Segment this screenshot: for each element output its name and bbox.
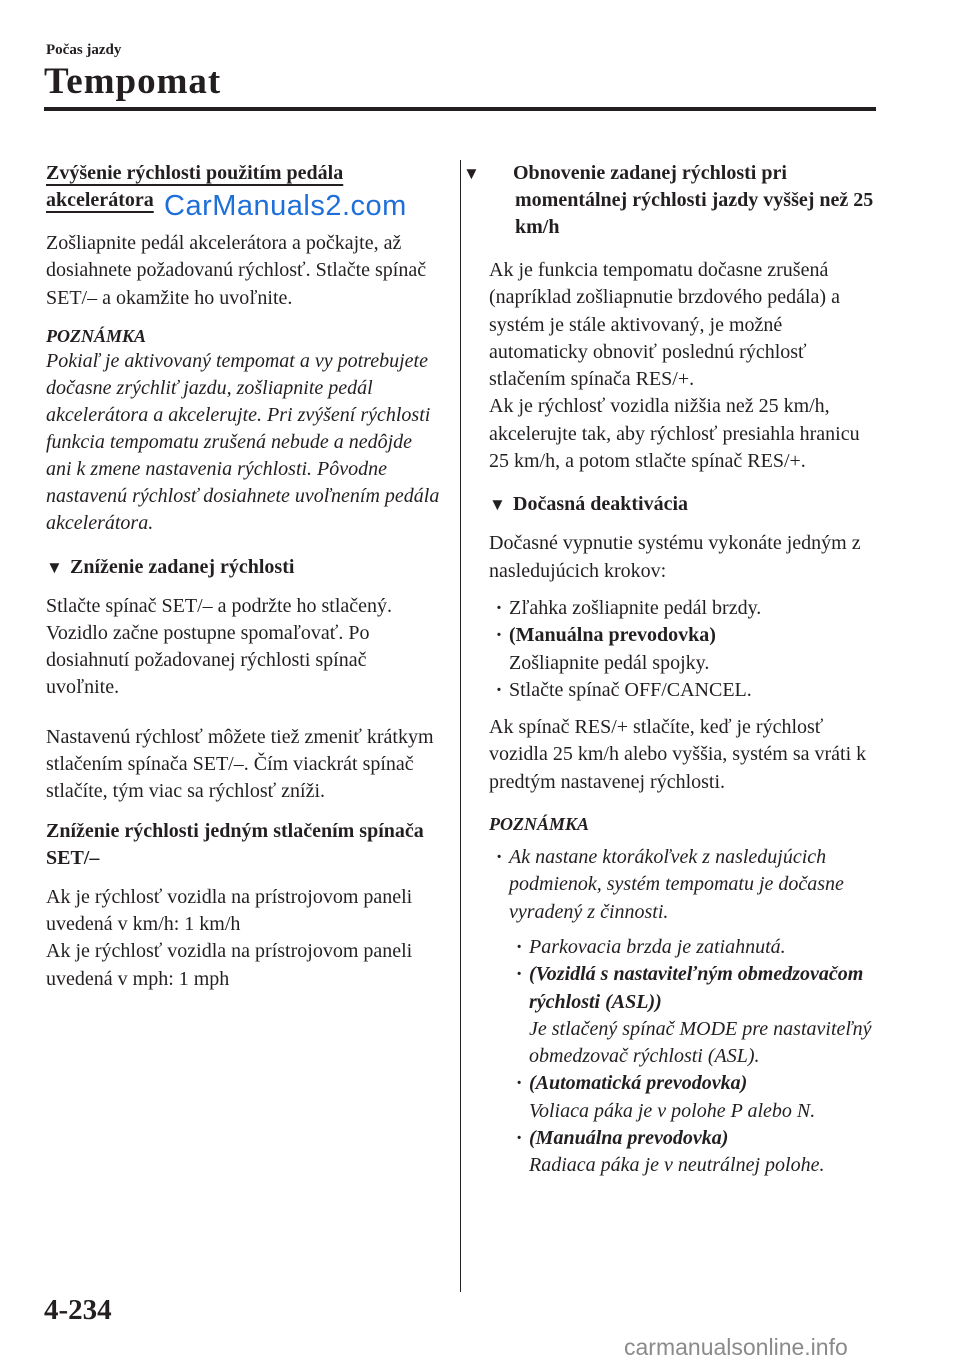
heading-decrease [46,554,440,581]
triangle-down-icon: ▼ [46,557,63,577]
paragraph-short-press: Nastavenú rýchlosť môžete tiež zmeniť krátkym stlačením spínača SET/–. Čím viackrát spínač stlačíte, tým viac sa rýchlosť zníži. [46,725,434,803]
list-item-body: Zošliapnite pedál spojky. [509,651,710,674]
bullet-icon: · [496,846,502,869]
list-item-text [509,622,716,677]
list-item-text [529,961,884,1070]
triangle-down-icon: ▼ [463,164,480,183]
bullet-icon: · [516,1127,522,1150]
list-item [489,844,884,926]
list-item-title: (Vozidlá s nastaviteľným obmedzovačom rýchlosti (ASL)) [529,963,864,1013]
heading-accelerate: Zvýšenie rýchlosti použitím pedála akcelerátora [46,162,344,211]
column-divider [460,160,461,1292]
section-label: Počas jazdy [46,42,122,58]
note-label: POZNÁMKA [46,325,147,346]
note-label: POZNÁMKA [489,814,590,835]
list-item-body: Je stlačený spínač MODE pre nastaviteľný obmedzovač rýchlosti (ASL). [529,1017,872,1068]
watermark-logo: CarManuals2.com [164,190,407,222]
page-number: 4-234 [44,1294,112,1326]
list-item-title: (Manuálna prevodovka) [529,1127,729,1150]
paragraph-accelerate: Zošliapnite pedál akcelerátora a počkajte, až dosiahnete požadovanú rýchlosť. Stlačte spínač SET/– a okamžite ho uvoľnite. [46,232,427,309]
list-item-title: (Manuálna prevodovka) [509,624,716,647]
bullet-icon: · [495,596,503,619]
paragraph-deactivate: Dočasné vypnutie systému vykonáte jedným z nasledujúcich krokov: [489,532,861,582]
list-item-text: Zľahka zošliapnite pedál brzdy. [509,596,762,619]
footer-watermark: carmanualsonline.info [624,1334,848,1360]
note-accelerate: Pokiaľ je aktivovaný tempomat a vy potrebujete dočasne zrýchliť jazdu, zošliapnite pedál akcelerátora a akcelerujte. Pri zvýšení rýchlosti funkcia tempomatu zrušená nebude a nedôjde ani k zmene nastavenia rýchlosti. Pôvodne nastavenú rýchlosť dosiahnete uvoľnením pedála akcelerátora. [46,349,440,535]
paragraph-mph: Ak je rýchlosť vozidla na prístrojovom paneli uvedená v mph: 1 mph [46,940,413,990]
list-item [489,595,884,622]
list-item-body: Radiaca páka je v neutrálnej polohe. [529,1154,825,1177]
paragraph-resume: Ak je funkcia tempomatu dočasne zrušená (napríklad zošliapnutie brzdového pedála) a systém je stále aktivovaný, je možné automaticky obnoviť poslednú rýchlosť stlačením spínača RES/+. [489,259,840,391]
list-item-text [529,1070,815,1125]
list-item [509,1070,884,1125]
bullet-icon: · [516,935,522,958]
paragraph-below-25: Ak je rýchlosť vozidla nižšia než 25 km/h, akcelerujte tak, aby rýchlosť presiahla hranicu 25 km/h, a potom stlačte spínač RES/+. [489,395,860,473]
right-column [463,160,884,1180]
triangle-down-icon: ▼ [489,495,506,515]
bullet-icon: · [495,678,503,701]
list-item [509,1125,884,1180]
list-item [509,934,884,961]
note-sublist [489,934,884,1180]
heading-single-press: Zníženie rýchlosti jedným stlačením spínača SET/– [46,819,424,869]
bullet-icon: · [516,1072,522,1095]
list-item [509,961,884,1070]
list-item [489,622,884,677]
paragraph-kmh: Ak je rýchlosť vozidla na prístrojovom paneli uvedená v km/h: 1 km/h [46,885,413,935]
list-item-title: (Automatická prevodovka) [529,1072,748,1095]
bullet-icon: · [495,624,503,647]
list-item-text: Parkovacia brzda je zatiahnutá. [529,935,786,958]
list-item-text: Stlačte spínač OFF/CANCEL. [509,678,752,701]
page-title: Tempomat [44,61,222,102]
list-item-body: Voliaca páka je v polohe P alebo N. [529,1099,816,1122]
heading-temp-deactivate-text: Dočasná deaktivácia [513,493,688,516]
paragraph-decrease: Stlačte spínač SET/– a podržte ho stlačený. Vozidlo začne postupne spomaľovať. Po dosiahnutí požadovanej rýchlosti spínač uvoľnite. [46,594,393,699]
list-item-text [529,1125,824,1180]
heading-temp-deactivate [489,491,884,518]
heading-decrease-text: Zníženie zadanej rýchlosti [70,555,295,578]
heading-resume-text: Obnovenie zadanej rýchlosti pri momentálnej rýchlosti jazdy vyššej než 25 km/h [513,162,874,238]
bullet-icon: · [516,963,522,986]
title-rule [44,107,876,111]
left-column [46,160,440,993]
heading-resume [463,160,884,241]
list-item [489,677,884,704]
paragraph-res-resume: Ak spínač RES/+ stlačíte, keď je rýchlosť vozidla 25 km/h alebo vyššia, systém sa vráti k predtým nastavenej rýchlosti. [489,716,867,793]
note-intro: Ak nastane ktorákoľvek z nasledujúcich podmienok, systém tempomatu je dočasne vyradený z činnosti. [509,846,844,923]
